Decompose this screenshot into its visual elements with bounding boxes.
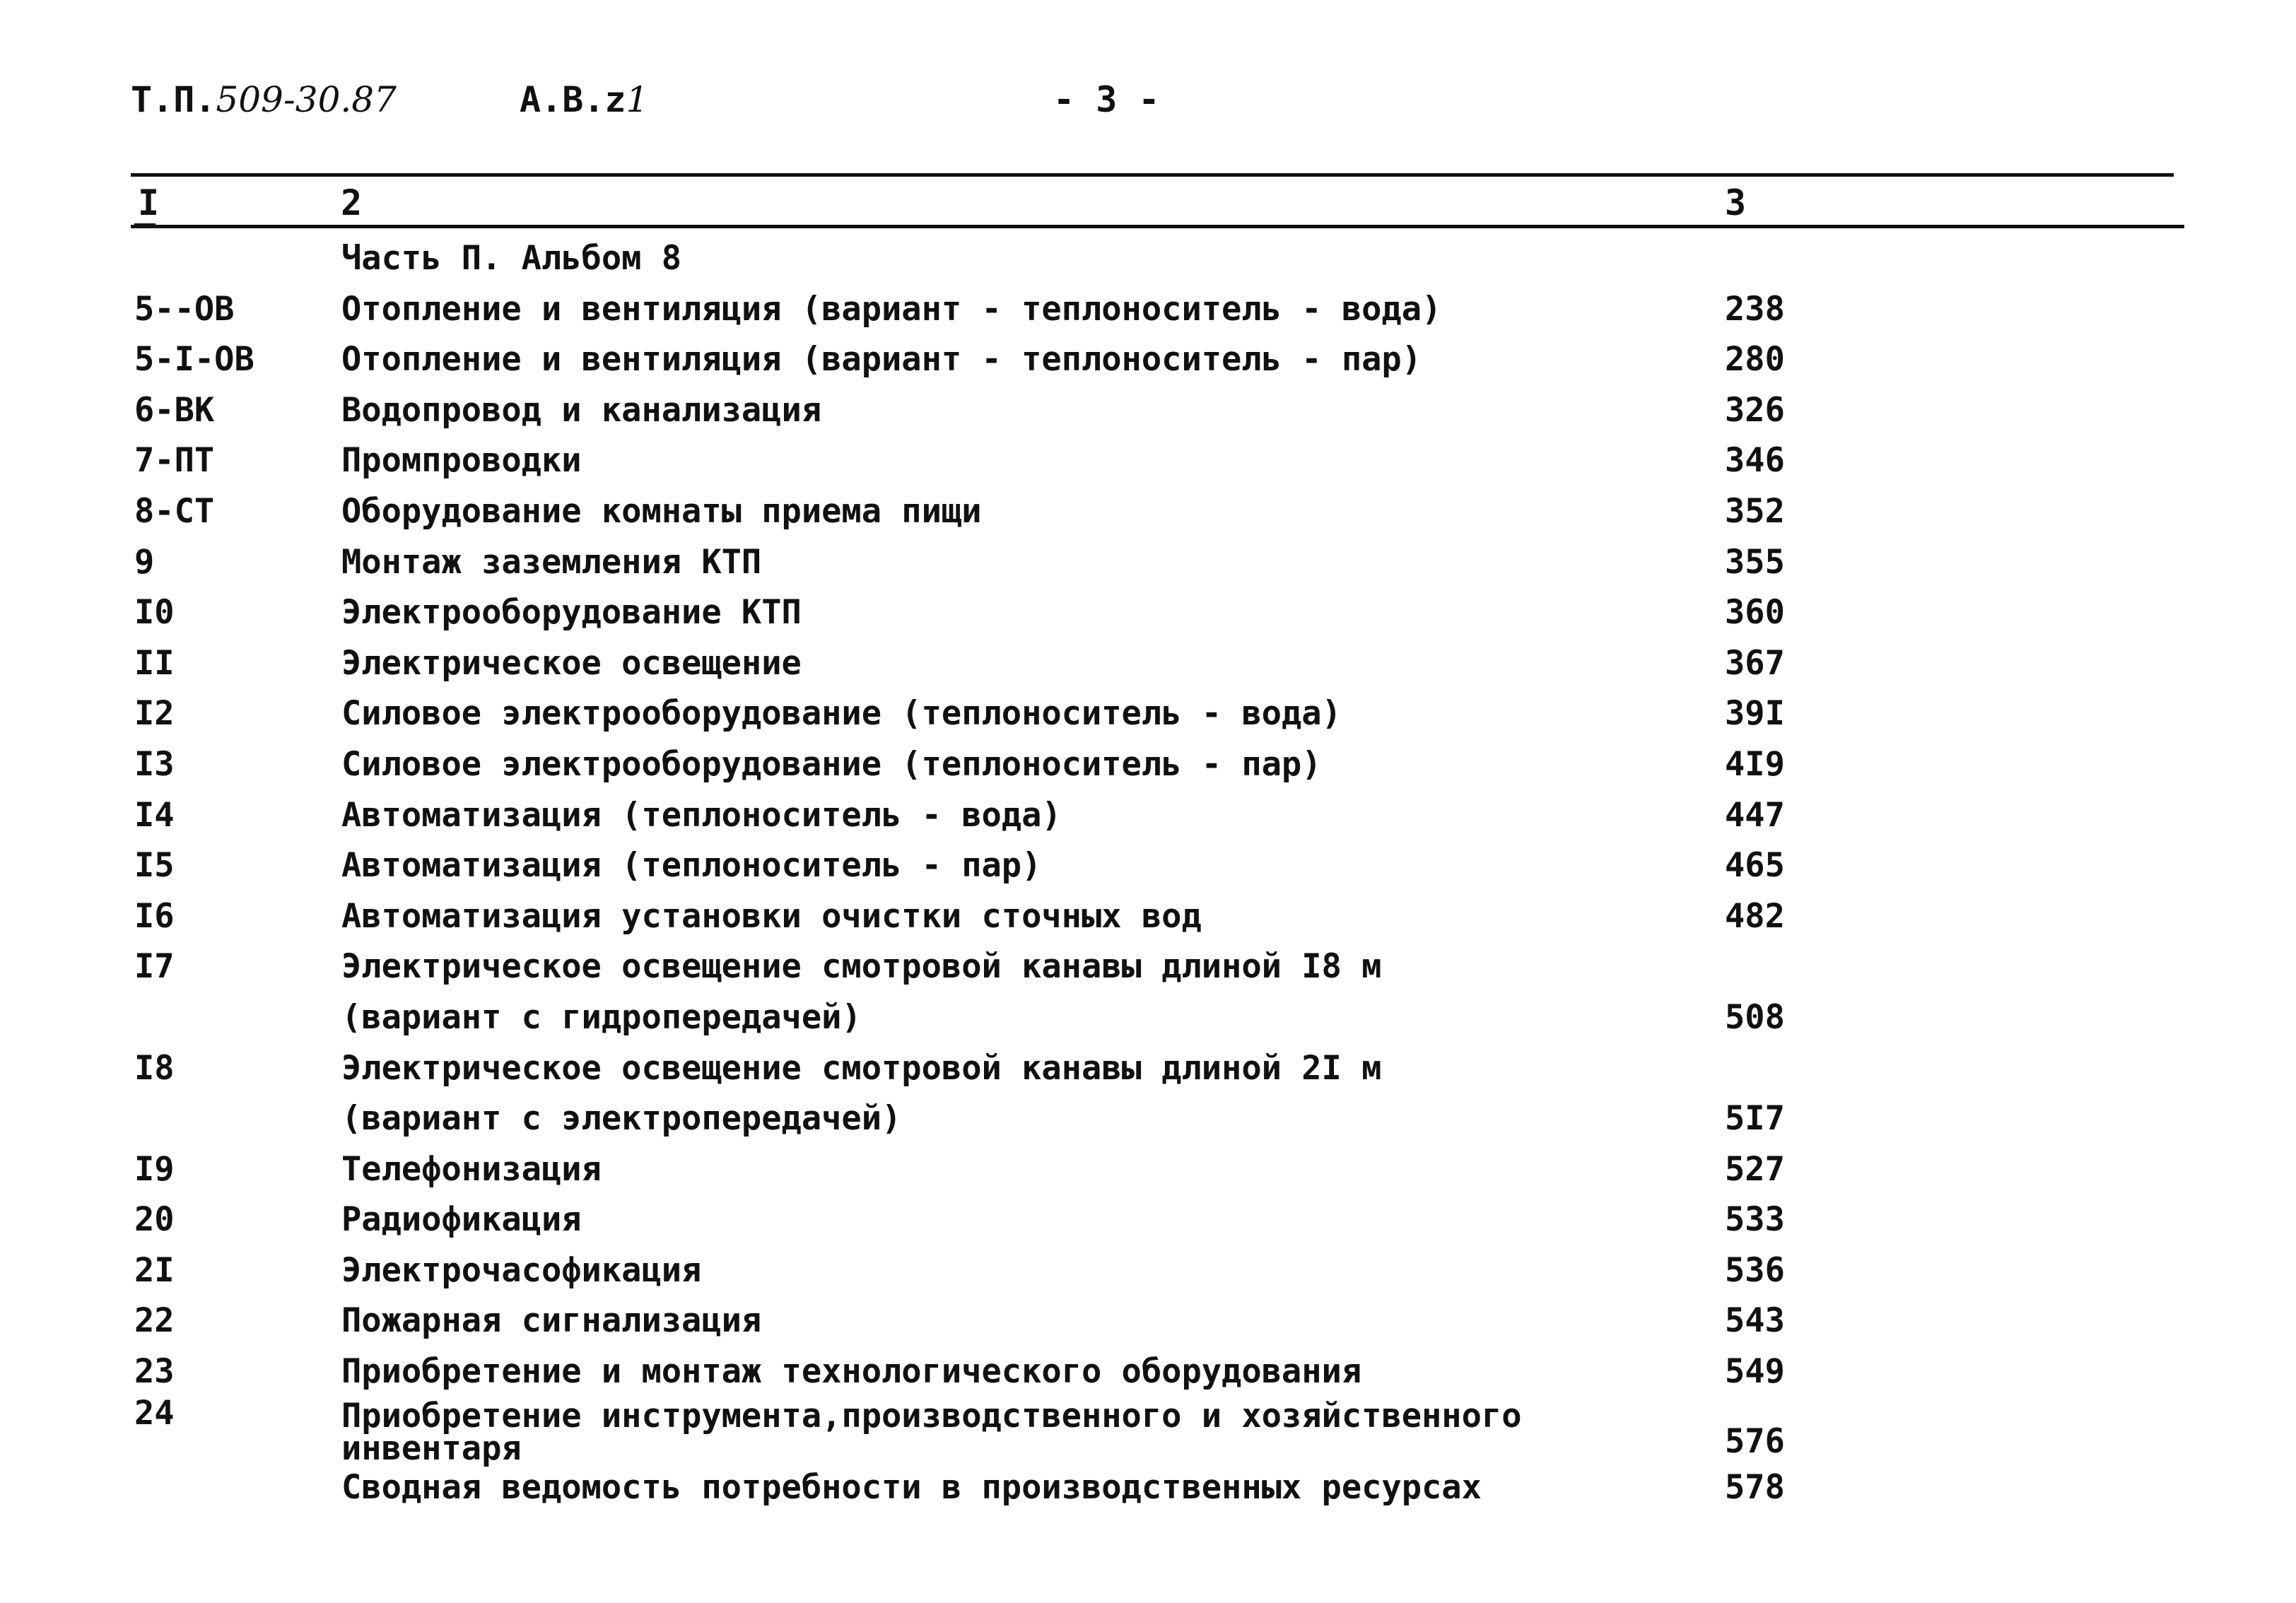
row-page: 527	[1725, 1149, 1785, 1189]
row-code: 5-I-ОВ	[134, 340, 254, 380]
row-code: 24	[134, 1393, 175, 1433]
table-row	[0, 891, 2296, 942]
row-page: 549	[1725, 1352, 1785, 1392]
row-title: Автоматизация (теплоноситель - пар)	[341, 846, 1042, 886]
row-code: 20	[134, 1200, 175, 1240]
row-page: 352	[1725, 491, 1785, 531]
table-row	[0, 1462, 2296, 1513]
album-code-number: 1	[626, 79, 649, 120]
row-title: Промпроводки	[341, 441, 582, 481]
contents-table	[0, 233, 2296, 1513]
table-row	[0, 1194, 2296, 1245]
row-page: 508	[1725, 997, 1785, 1037]
row-page: 238	[1725, 289, 1785, 329]
row-title: Сводная ведомость потребности в производственных ресурсах	[341, 1467, 1482, 1507]
table-row	[0, 284, 2296, 335]
row-page: 360	[1725, 593, 1785, 633]
row-code: I7	[134, 947, 175, 987]
table-row	[0, 435, 2296, 486]
row-code: 8-СТ	[134, 491, 215, 531]
row-page: 326	[1725, 390, 1785, 430]
table-row	[0, 334, 2296, 385]
column-head-3: 3	[1725, 182, 1747, 223]
row-page: 39I	[1725, 694, 1785, 734]
row-title: Телефонизация	[341, 1149, 602, 1189]
row-page: 465	[1725, 846, 1785, 886]
table-header-rule	[131, 225, 2184, 228]
row-page: 533	[1725, 1200, 1785, 1240]
table-row	[0, 233, 2296, 284]
document-code	[131, 79, 397, 120]
table-row	[0, 1393, 2296, 1468]
row-title-line-2: инвентаря	[341, 1428, 522, 1468]
row-title: Электрическое освещение смотровой канавы длиной I8 м	[341, 947, 1382, 987]
row-title: Отопление и вентиляция (вариант - теплоноситель - вода)	[341, 289, 1442, 329]
row-code: I5	[134, 846, 175, 886]
document-code-number: 509-30.87	[216, 79, 397, 120]
album-code-prefix: А.В.z	[520, 79, 626, 120]
row-page: 4I9	[1725, 744, 1785, 784]
row-title: (вариант с электропередачей)	[341, 1099, 902, 1139]
row-code: I8	[134, 1048, 175, 1088]
row-title: Автоматизация (теплоноситель - вода)	[341, 795, 1062, 835]
row-title: Часть П. Альбом 8	[341, 239, 682, 278]
row-page: 576	[1725, 1421, 1785, 1461]
row-code: 23	[134, 1352, 175, 1392]
row-title: Силовое электрооборудование (теплоноситель - пар)	[341, 744, 1322, 784]
row-code: I4	[134, 795, 175, 835]
row-code: I9	[134, 1149, 175, 1189]
row-page: 536	[1725, 1250, 1785, 1290]
row-title: Автоматизация установки очистки сточных вод	[341, 896, 1202, 936]
row-title: Монтаж заземления КТП	[341, 542, 762, 582]
table-row	[0, 385, 2296, 436]
row-page: 280	[1725, 340, 1785, 380]
table-row	[0, 1043, 2296, 1094]
table-row	[0, 941, 2296, 992]
row-code: I6	[134, 896, 175, 936]
table-row	[0, 840, 2296, 891]
row-code: 9	[134, 542, 155, 582]
row-page: 543	[1725, 1301, 1785, 1341]
table-row	[0, 1296, 2296, 1346]
row-title: Электрическое освещение	[341, 643, 802, 683]
row-code: 5--ОВ	[134, 289, 235, 329]
row-title: (вариант с гидропередачей)	[341, 997, 862, 1037]
row-title: Электрочасофикация	[341, 1250, 702, 1290]
row-code: I2	[134, 694, 175, 734]
row-title-line-1: Приобретение инструмента,производственного и хозяйственного	[341, 1396, 1522, 1435]
table-row	[0, 688, 2296, 739]
row-page: 578	[1725, 1467, 1785, 1507]
table-top-rule	[131, 173, 2174, 177]
row-code: I0	[134, 593, 175, 633]
row-page: 447	[1725, 795, 1785, 835]
table-row	[0, 992, 2296, 1043]
row-page: 355	[1725, 542, 1785, 582]
row-page: 367	[1725, 643, 1785, 683]
row-page: 5I7	[1725, 1099, 1785, 1139]
row-title: Пожарная сигнализация	[341, 1301, 762, 1341]
row-title: Оборудование комнаты приема пищи	[341, 491, 982, 531]
table-row	[0, 1144, 2296, 1195]
row-title: Приобретение и монтаж технологического оборудования	[341, 1352, 1362, 1392]
row-code: 7-ПТ	[134, 441, 215, 481]
row-code: I3	[134, 744, 175, 784]
row-title: Радиофикация	[341, 1200, 582, 1240]
row-code: 22	[134, 1301, 175, 1341]
album-code	[520, 79, 648, 120]
row-code: II	[134, 643, 175, 683]
row-title: Электрическое освещение смотровой канавы длиной 2I м	[341, 1048, 1382, 1088]
document-code-prefix: Т.П.	[131, 79, 216, 120]
row-page: 346	[1725, 441, 1785, 481]
page-number: - 3 -	[1053, 79, 1160, 120]
row-title	[341, 1396, 1522, 1468]
row-code: 6-ВК	[134, 390, 215, 430]
row-title: Силовое электрооборудование (теплоноситель - вода)	[341, 694, 1342, 734]
row-title: Водопровод и канализация	[341, 390, 822, 430]
table-row	[0, 790, 2296, 841]
row-page: 482	[1725, 896, 1785, 936]
row-title: Электрооборудование КТП	[341, 593, 802, 633]
table-row	[0, 638, 2296, 689]
table-row	[0, 486, 2296, 537]
table-row	[0, 1245, 2296, 1296]
column-head-2: 2	[341, 182, 363, 223]
row-title: Отопление и вентиляция (вариант - теплоноситель - пар)	[341, 340, 1422, 380]
table-row	[0, 537, 2296, 588]
column-head-1: I	[138, 182, 160, 223]
row-code: 2I	[134, 1250, 175, 1290]
table-row	[0, 739, 2296, 790]
table-row	[0, 1346, 2296, 1397]
table-row	[0, 587, 2296, 638]
table-row	[0, 1093, 2296, 1144]
